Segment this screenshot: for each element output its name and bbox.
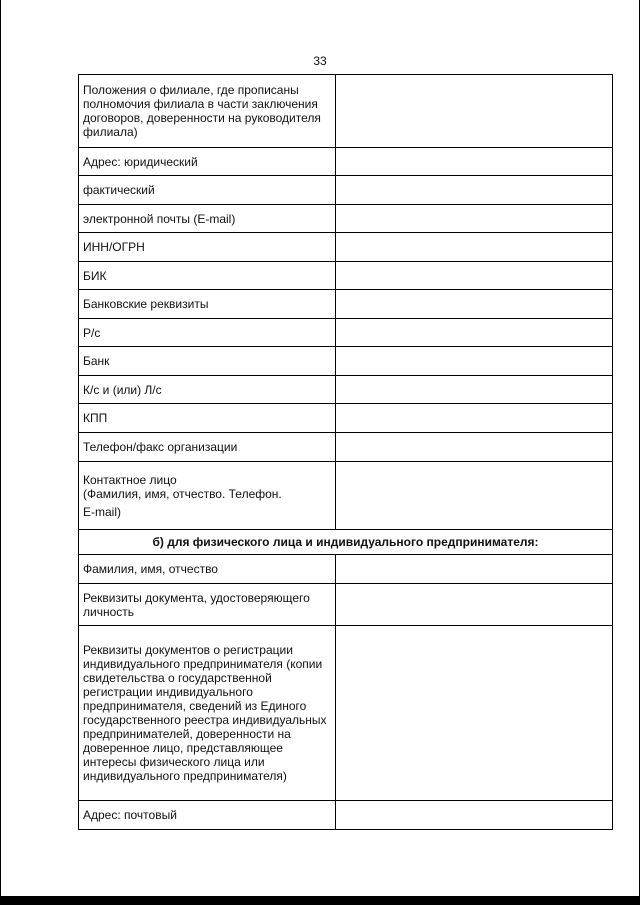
- row-label: фактический: [79, 176, 336, 205]
- row-value-field[interactable]: [336, 319, 613, 347]
- row-label: БИК: [79, 262, 336, 290]
- contact-line: Контактное лицо: [83, 472, 177, 487]
- table-row: [79, 290, 613, 319]
- row-label: Р/с: [79, 319, 336, 347]
- row-value-field[interactable]: [336, 555, 613, 584]
- row-label: Адрес: почтовый: [79, 801, 336, 830]
- contact-label: [79, 462, 336, 530]
- row-label: ИНН/ОГРН: [79, 233, 336, 262]
- row-label: Реквизиты документов о регистрации индивидуального предпринимателя (копии свидетельства о государственной регистрации индивидуального предпринимателя, сведений из Единого государственного реестра индивидуальных предпринимателей, доверенности на доверенное лицо, представляющее интересы физического лица или индивидуального предпринимателя): [79, 626, 336, 801]
- row-label: Банк: [79, 347, 336, 376]
- table-row: [79, 404, 613, 433]
- row-value-field[interactable]: [336, 462, 613, 530]
- table-row: [79, 176, 613, 205]
- scan-border-bottom: [0, 896, 640, 905]
- row-label: Фамилия, имя, отчество: [79, 555, 336, 584]
- table-row: [79, 462, 613, 530]
- row-value-field[interactable]: [336, 290, 613, 319]
- table-row: [79, 75, 613, 148]
- contact-line: E-mail): [83, 504, 121, 519]
- table-row: [79, 801, 613, 830]
- table-row: [79, 433, 613, 462]
- page-number: 33: [313, 54, 327, 68]
- row-value-field[interactable]: [336, 75, 613, 148]
- row-value-field[interactable]: [336, 148, 613, 176]
- row-value-field[interactable]: [336, 205, 613, 233]
- row-label: Положения о филиале, где прописаны полномочия филиала в части заключения договоров, доверенности на руководителя филиала): [79, 75, 336, 148]
- contact-line: (Фамилия, имя, отчество. Телефон.: [83, 486, 282, 501]
- section-title: б) для физического лица и индивидуального предпринимателя:: [79, 530, 613, 555]
- row-label: К/с и (или) Л/с: [79, 376, 336, 404]
- table-row: [79, 626, 613, 801]
- table-row: [79, 262, 613, 290]
- table-row: [79, 205, 613, 233]
- row-label: Реквизиты документа, удостоверяющего личность: [79, 584, 336, 626]
- table-row: [79, 584, 613, 626]
- table-row: [79, 319, 613, 347]
- row-label: Банковские реквизиты: [79, 290, 336, 319]
- table-row: [79, 347, 613, 376]
- row-value-field[interactable]: [336, 404, 613, 433]
- row-label: Адрес: юридический: [79, 148, 336, 176]
- table-row: [79, 148, 613, 176]
- requisites-table: [78, 74, 613, 830]
- row-label: электронной почты (E-mail): [79, 205, 336, 233]
- row-value-field[interactable]: [336, 433, 613, 462]
- row-value-field[interactable]: [336, 233, 613, 262]
- row-value-field[interactable]: [336, 376, 613, 404]
- table-row: [79, 555, 613, 584]
- row-value-field[interactable]: [336, 584, 613, 626]
- table-row: [79, 233, 613, 262]
- row-value-field[interactable]: [336, 626, 613, 801]
- row-label: Телефон/факс организации: [79, 433, 336, 462]
- row-value-field[interactable]: [336, 262, 613, 290]
- section-row: [79, 530, 613, 555]
- row-label: КПП: [79, 404, 336, 433]
- row-value-field[interactable]: [336, 176, 613, 205]
- table-row: [79, 376, 613, 404]
- row-value-field[interactable]: [336, 347, 613, 376]
- row-value-field[interactable]: [336, 801, 613, 830]
